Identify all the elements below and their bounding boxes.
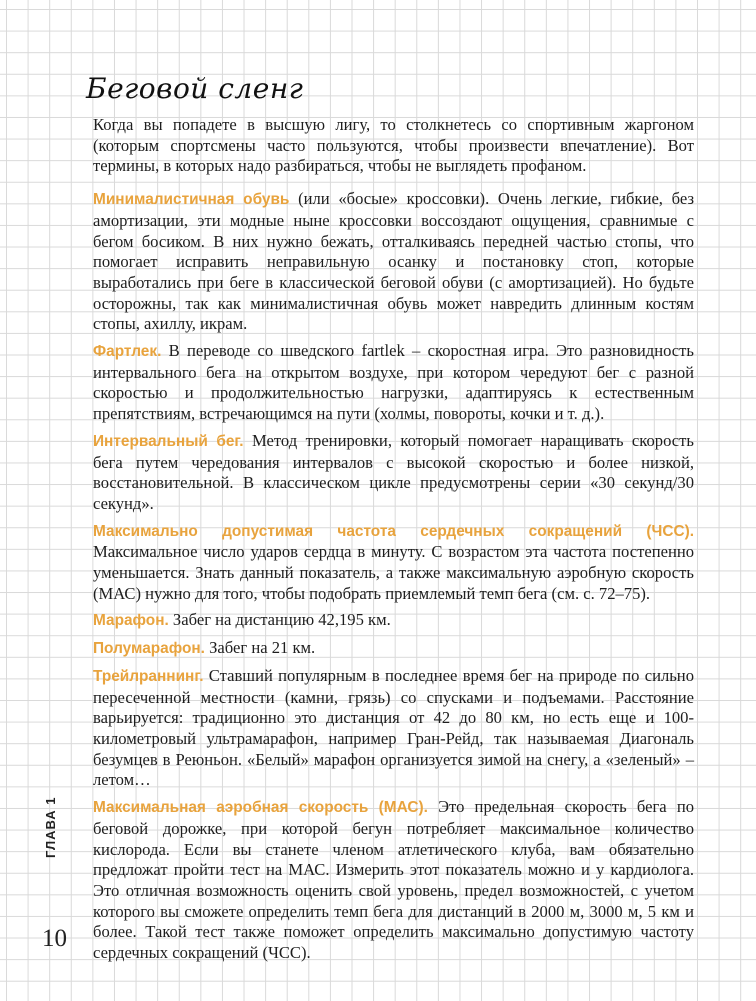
entry-term: Максимально допустимая частота сердечных сокращений (ЧСС). — [93, 522, 694, 540]
glossary-entry — [93, 610, 694, 632]
page-number: 10 — [42, 925, 67, 952]
entry-definition: Метод тренировки, который помогает наращивать скорость бега путем чередования интервалов с высокой скоростью и более низкой, восстановительной. В классическом цикле предусмотрены серии «30 секунд/30 секунд». — [93, 430, 694, 513]
entry-term: Трейлраннинг. — [93, 667, 204, 685]
entry-term: Интервальный бег. — [93, 432, 244, 450]
entry-definition: Максимальное число ударов сердца в минуту. С возрастом эта частота постепенно уменьшается. Знать данный показатель, а также максимальную аэробную скорость (МАС) нужно для того, чтобы подобрать приемлемый темп бега (см. с. 72–75). — [93, 542, 694, 603]
glossary-entry — [93, 666, 694, 791]
entry-term: Максимальная аэробная скорость (МАС). — [93, 799, 428, 817]
chapter-label: ГЛАВА 1 — [43, 796, 58, 858]
entry-term: Фартлек. — [93, 343, 162, 361]
page-title: Беговой сленг — [86, 72, 304, 105]
entry-definition: Ставший популярным в последнее время бег на природе по сильно пересеченной местности (камни, грязь) со спусками и подъемами. Расстояние варьируется: традиционно это дистанция от 42 до 80 км, но есть еще и 100-километровый ультрамарафон, например Гран-Рейд, так называемая Диагональ безумцев в Реюньон. «Белый» марафон организуется зимой на снегу, а «зеленый» – летом… — [93, 665, 694, 790]
entry-definition: В переводе со шведского fartlek – скоростная игра. Это разновидность интервального бега на открытом воздухе, при котором чередуют бег с разной скоростью и продолжительностью нагрузки, адаптируясь к естественным препятствиям, встречающимся на пути (холмы, повороты, кочки и т. д.). — [93, 341, 694, 424]
entry-term: Полумарафон. — [93, 640, 205, 658]
entry-term: Минималистичная обувь — [93, 191, 290, 209]
entry-definition: Забег на 21 км. — [204, 638, 316, 658]
glossary-entry — [93, 797, 694, 964]
entry-term: Марафон. — [93, 612, 169, 630]
intro-paragraph: Когда вы попадете в высшую лигу, то столкнетесь со спортивным жаргоном (которым спортсмены часто пользуются, чтобы произвести впечатление). Вот термины, в которых надо разбираться, чтобы не выглядеть профаном. — [93, 115, 694, 176]
glossary-entry — [93, 521, 694, 605]
entry-definition: Забег на дистанцию 42,195 км. — [168, 610, 391, 630]
entry-definition: Это предельная скорость бега по беговой дорожке, при которой бегун потребляет максимальное количество кислорода. Если вы станете членом атлетического клуба, вам обязательно предложат пройти тест на МАС. Измерить этот показатель можно и у кардиолога. Это отличная возможность оценить свой уровень, предел возможностей, с учетом которого вы сможете определить темп бега для дистанций в 2000 м, 3000 м, 5 км и более. Такой тест также поможет определить максимально допустимую частоту сердечных сокращений (ЧСС). — [93, 797, 694, 963]
glossary-entry — [93, 189, 694, 335]
glossary — [93, 115, 694, 970]
glossary-entry — [93, 638, 694, 660]
glossary-entry — [93, 341, 694, 425]
glossary-entry — [93, 431, 694, 515]
entry-definition: (или «босые» кроссовки). Очень легкие, гибкие, без амортизации, эти модные ныне кроссовки воссоздают ощущения, сравнимые с бегом босиком. В них нужно бежать, отталкиваясь передней частью стопы, что помогает исправить неправильную осанку и постановку стоп, которые выработались при беге в классической беговой обуви (с амортизацией). Но будьте осторожны, так как минималистичная обувь может навредить длинным костям стопы, ахиллу, икрам. — [93, 189, 695, 334]
